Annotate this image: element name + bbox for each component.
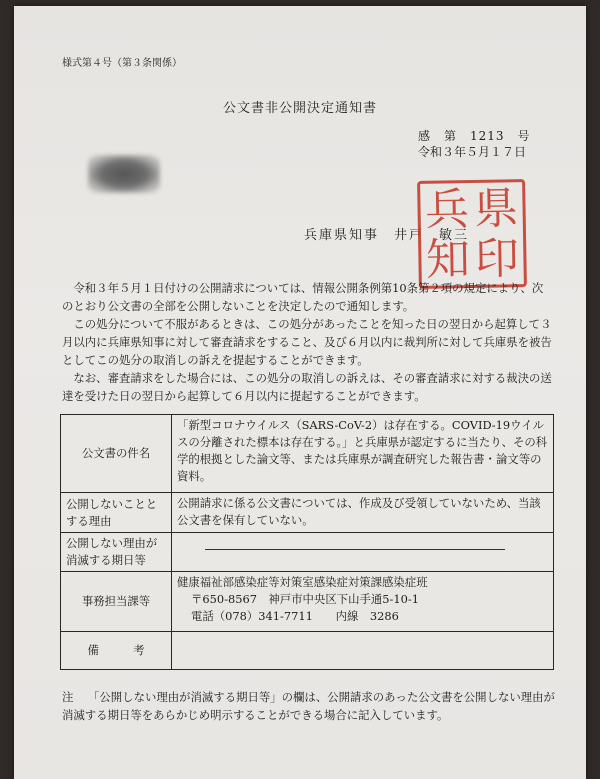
table-row	[61, 493, 554, 533]
footnote	[62, 688, 562, 724]
table-row	[61, 415, 554, 493]
document-page	[14, 6, 586, 779]
sender-line: 兵庫県知事 井戸 敏三	[304, 228, 470, 243]
department-phone: 電話（078）341-7711 内線 3286	[191, 609, 399, 623]
row-label-subject: 公文書の件名	[61, 415, 172, 493]
table-row	[61, 533, 554, 572]
official-seal	[417, 179, 527, 289]
row-value-expiry	[172, 533, 554, 572]
footnote-text: 「公開しない理由が消滅する期日等」の欄は、公開請求のあった公文書を公開しない理由が消滅する期日等をあらかじめ明示することができる場合に記入しています。	[62, 690, 555, 722]
row-value-subject: 「新型コロナウイルス（SARS-CoV-2）は存在する。COVID-19ウイルスの分離された標本は存在する。」と兵庫県が認定するに当たり、その科学的根拠とした論文等、または兵庫県が調査研究した報告書・論文等の資料。	[172, 415, 554, 493]
row-label-remarks: 備 考	[61, 632, 172, 670]
seal-char: 兵	[424, 184, 470, 236]
reference-number: 感 第 1213 号	[418, 129, 531, 143]
row-label-reason: 公開しないこととする理由	[61, 493, 172, 533]
body-paragraph: 令和３年５月１日付けの公開請求については、情報公開条例第10条第２項の規定により、次のとおり公文書の全部を公開しないことを決定したので通知します。	[62, 281, 544, 313]
seal-char: 知	[425, 234, 471, 286]
table-row	[61, 632, 554, 670]
seal-char: 印	[474, 233, 520, 285]
table-row	[61, 572, 554, 632]
body-paragraph: この処分について不服があるときは、この処分があったことを知った日の翌日から起算して３月以内に兵庫県知事に対して審査請求をすること、及び６月以内に裁判所に対して兵庫県を被告としてこの処分の取消しの訴えを提起することができます。	[62, 317, 552, 367]
row-value-reason: 公開請求に係る公文書については、作成及び受領していないため、当該公文書を保有していない。	[172, 493, 554, 533]
body-paragraph: なお、審査請求をした場合には、この処分の取消しの訴えは、その審査請求に対する裁決の送達を受けた日の翌日から起算して６月以内に提起することができます。	[62, 371, 552, 403]
row-value-department	[172, 572, 554, 632]
form-number: 様式第４号（第３条関係）	[62, 58, 182, 69]
document-title: 公文書非公開決定通知書	[222, 101, 377, 116]
body-text	[62, 279, 552, 405]
department-name: 健康福祉部感染症等対策室感染症対策課感染症班	[177, 575, 428, 589]
row-label-department: 事務担当課等	[61, 572, 172, 632]
department-address: 〒650-8567 神戸市中央区下山手通5-10-1	[191, 592, 419, 606]
blank-line	[205, 549, 505, 550]
footnote-label: 注	[62, 690, 74, 704]
issue-date: 令和３年５月１７日	[418, 145, 527, 159]
redacted-recipient	[88, 155, 160, 193]
info-table	[60, 414, 554, 670]
seal-char: 県	[473, 183, 519, 235]
row-label-expiry: 公開しない理由が消滅する期日等	[61, 533, 172, 572]
row-value-remarks	[172, 632, 554, 670]
